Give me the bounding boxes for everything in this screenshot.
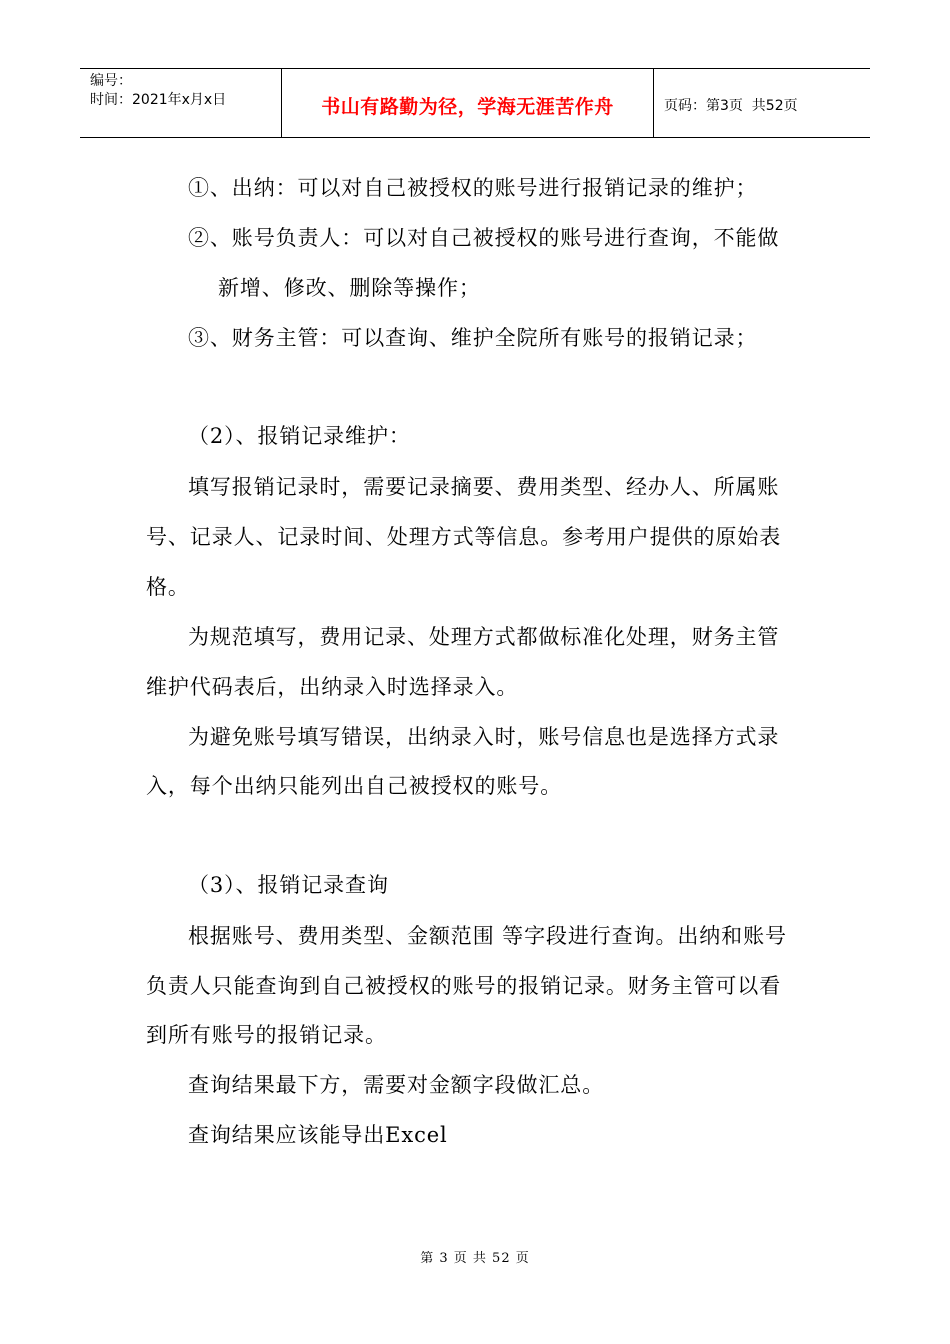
paragraph-line: 负责人只能查询到自己被授权的账号的报销记录。财务主管可以看 [146,974,782,998]
document-date: 时间：2021年x月x日 [90,92,227,108]
paragraph-line: 为避免账号填写错误，出纳录入时，账号信息也是选择方式录 [188,725,780,749]
paragraph-line: 到所有账号的报销记录。 [146,1023,387,1047]
paragraph-line: 号、记录人、记录时间、处理方式等信息。参考用户提供的原始表 [146,525,782,549]
paragraph-line: 格。 [146,575,190,599]
paragraph-line: 根据账号、费用类型、金额范围 等字段进行查询。出纳和账号 [188,924,787,948]
section-heading-maintenance: （2）、报销记录维护： [188,424,411,448]
permission-item-finance-manager: ③、财务主管：可以查询、维护全院所有账号的报销记录； [188,326,758,350]
paragraph-line: 维护代码表后，出纳录入时选择录入。 [146,675,519,699]
page-footer: 第 3 页 共 52 页 [420,1251,530,1266]
paragraph-line: 入，每个出纳只能列出自己被授权的账号。 [146,774,563,798]
permission-item-account-owner-line2: 新增、修改、删除等操作； [218,276,481,300]
permission-item-account-owner-line1: ②、账号负责人：可以对自己被授权的账号进行查询，不能做 [188,226,780,250]
page-header [80,68,870,138]
paragraph-line: 查询结果应该能导出Excel [188,1123,448,1147]
header-motto: 书山有路勤为径，学海无涯苦作舟 [321,95,614,118]
header-page-info: 页码：第3页 共52页 [664,98,798,114]
document-number-label: 编号： [90,73,132,89]
header-motto-cell [282,69,654,137]
header-meta [80,69,282,137]
permission-item-cashier: ①、出纳：可以对自己被授权的账号进行报销记录的维护； [188,176,758,200]
paragraph-line: 为规范填写，费用记录、处理方式都做标准化处理，财务主管 [188,625,780,649]
paragraph-line: 查询结果最下方，需要对金额字段做汇总。 [188,1073,605,1097]
section-heading-query: （3）、报销记录查询 [188,873,389,897]
paragraph-line: 填写报销记录时，需要记录摘要、费用类型、经办人、所属账 [188,475,780,499]
